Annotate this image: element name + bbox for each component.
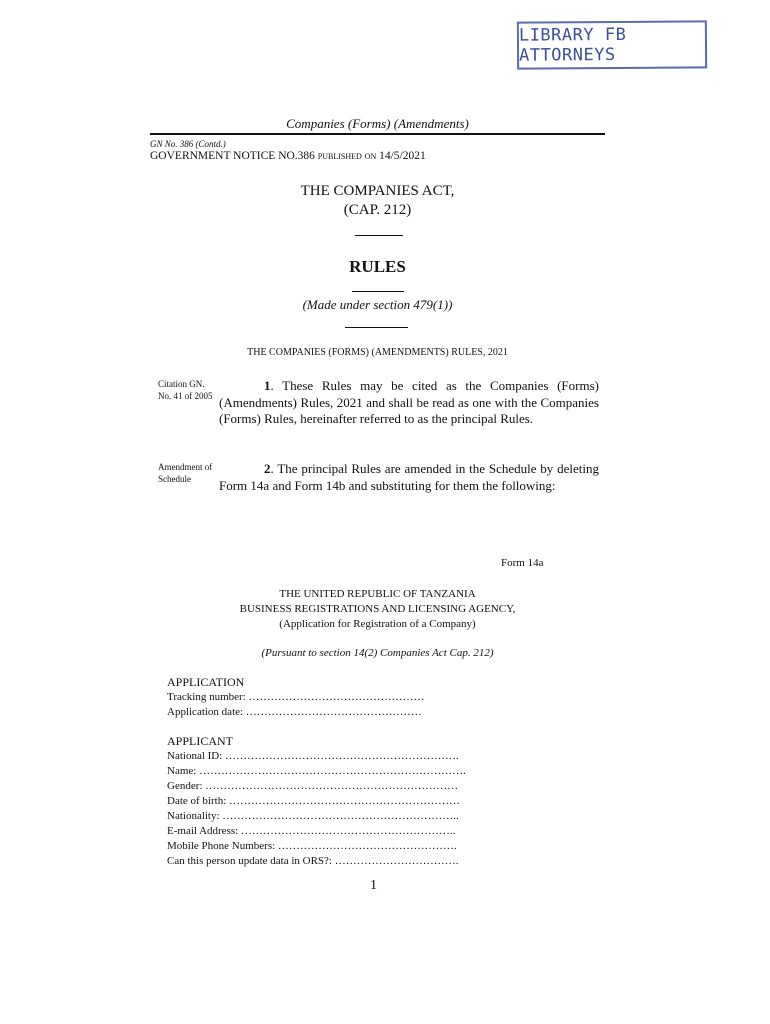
field-name: Name: ………………………………………………………………. [167,765,466,777]
act-title [150,182,605,220]
made-under: (Made under section 479(1)) [302,297,453,312]
field-update-ors: Can this person update data in ORS?: ……………………………. [167,855,459,867]
gn-contd: GN No. 386 (Contd.) [150,139,226,149]
page-number: 1 [370,878,377,893]
rules-heading: RULES [349,257,406,276]
margin-note-citation: Citation GN. No. 41 of 2005 [158,379,213,401]
section-text: . The principal Rules are amended in the Schedule by deleting Form 14a and Form 14b and substituting for them the following: [219,461,599,493]
act-title-line2: (CAP. 212) [343,202,412,218]
act-title-line1: THE COMPANIES ACT, [300,183,455,199]
field-mobile-phone: Mobile Phone Numbers: …………………………………………. [167,840,457,852]
rules-name: THE COMPANIES (FORMS) (AMENDMENTS) RULES, 2021 [247,347,508,358]
form-header [150,587,605,632]
field-date-of-birth: Date of birth: ……………………………………………………… [167,795,461,807]
header-rule [150,133,605,135]
form-label: Form 14a [501,557,544,569]
library-stamp [517,20,707,69]
running-title: Companies (Forms) (Amendments) [286,116,469,131]
section-1 [219,378,599,428]
pursuant-note: (Pursuant to section 14(2) Companies Act Cap. 212) [261,647,494,659]
divider [345,327,408,328]
field-national-id: National ID: ………………………………………………………. [167,750,459,762]
section-number: 2 [264,461,271,476]
government-notice: GOVERNMENT NOTICE NO.386 published on 14/5/2021 [150,150,426,162]
stamp-text: LIBRARY FB ATTORNEYS [518,24,627,66]
applicant-section [167,734,466,869]
field-nationality: Nationality: ……………………………………………………….. [167,810,459,822]
field-application-date: Application date: ………………………………………… [167,706,422,718]
margin-note-amendment: Amendment of Schedule [158,462,213,484]
republic-name: THE UNITED REPUBLIC OF TANZANIA [279,588,476,600]
section-number: 1 [264,378,271,393]
application-section [167,675,424,720]
field-tracking-number: Tracking number: ………………………………………… [167,691,425,703]
form-subtitle: (Application for Registration of a Company) [279,618,476,630]
section-2 [219,461,599,494]
field-email-address: E-mail Address: ………………………………………………….. [167,825,456,837]
field-gender: Gender: …………………………………………………………… [167,780,459,792]
divider [352,291,404,292]
agency-name: BUSINESS REGISTRATIONS AND LICENSING AGENCY, [239,603,516,615]
section-text: . These Rules may be cited as the Companies (Forms) (Amendments) Rules, 2021 and shall be read as one with the Companies (Forms) Rules, hereinafter referred to as the principal Rules. [219,378,599,426]
divider [355,235,403,236]
application-heading: APPLICATION [167,675,245,689]
applicant-heading: APPLICANT [167,734,234,748]
